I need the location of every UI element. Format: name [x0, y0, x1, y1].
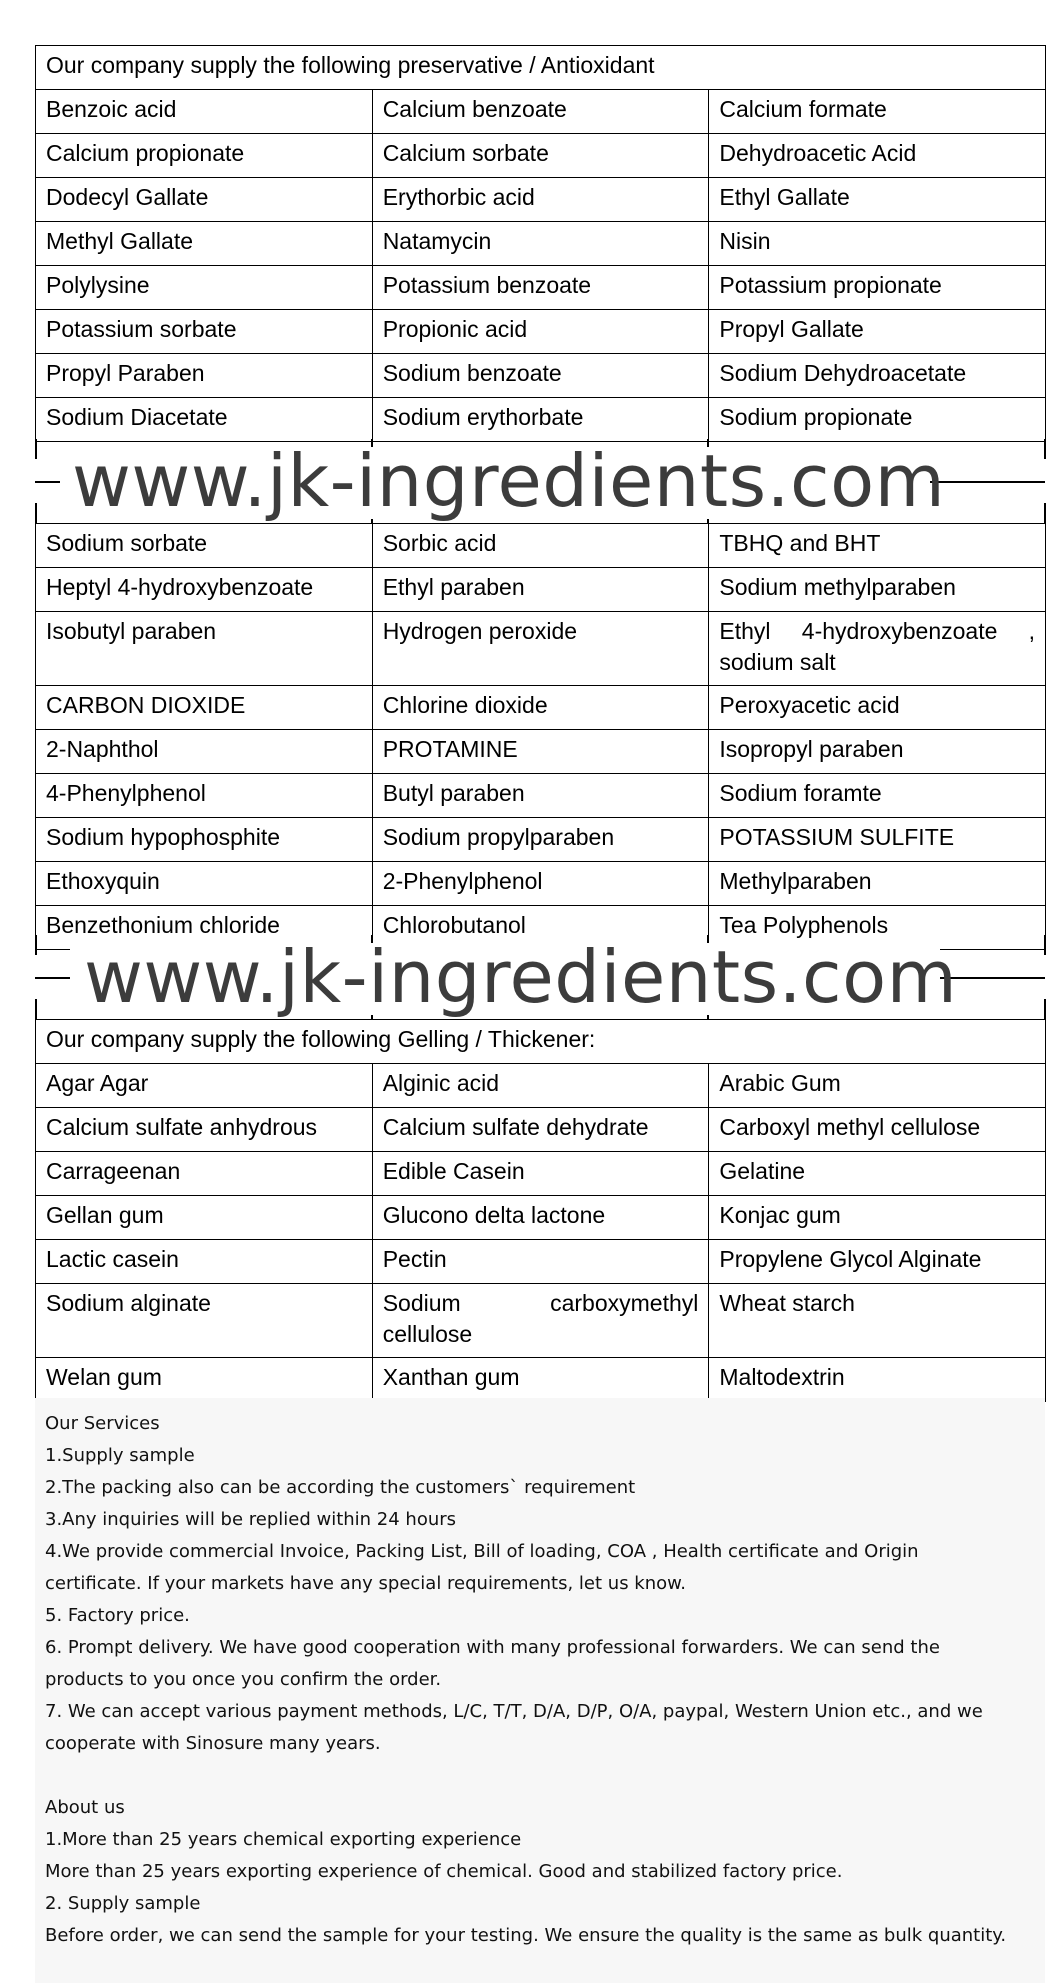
- table-row: [36, 524, 1046, 568]
- table-row: [36, 1064, 1046, 1108]
- list-item: 1.Supply sample: [45, 1445, 195, 1466]
- table-cell: Gelatine: [709, 1152, 1046, 1196]
- table-cell: Methylparaben: [709, 862, 1046, 906]
- list-item: 3.Any inquiries will be replied within 24 hours: [45, 1509, 457, 1530]
- services-title: Our Services: [45, 1413, 160, 1434]
- table-cell: Ethyl 4-hydroxybenzoate , sodium salt: [709, 612, 1046, 686]
- table-cell: Polylysine: [36, 266, 373, 310]
- list-item: 6. Prompt delivery. We have good cooperation with many professional forwarders. We can send the products to you once you confirm the order.: [45, 1637, 940, 1690]
- table-cell: Sodium methylparaben: [709, 568, 1046, 612]
- table-cell: Alginic acid: [372, 1064, 709, 1108]
- table-cell: Sodium erythorbate: [372, 398, 709, 442]
- table-cell: Sodium hypophosphite: [36, 818, 373, 862]
- table-cell: Sodium sorbate: [36, 524, 373, 568]
- table-cell: Agar Agar: [36, 1064, 373, 1108]
- list-item: 7. We can accept various payment methods, L/C, T/T, D/A, D/P, O/A, paypal, Western Union etc., and we cooperate with Sinosure many years.: [45, 1701, 983, 1754]
- table-row: [36, 1240, 1046, 1284]
- list-item: 2. Supply sample: [45, 1893, 201, 1914]
- services-section: [45, 1408, 1010, 1952]
- table-cell: Chlorine dioxide: [372, 686, 709, 730]
- table-cell: 2-Phenylphenol: [372, 862, 709, 906]
- table-cell: Dehydroacetic Acid: [709, 134, 1046, 178]
- table-cell: 2-Naphthol: [36, 730, 373, 774]
- table-row: [36, 612, 1046, 686]
- table-row: [36, 568, 1046, 612]
- table-cell: Sodium propionate: [709, 398, 1046, 442]
- table-cell: Carboxyl methyl cellulose: [709, 1108, 1046, 1152]
- table-cell: Isobutyl paraben: [36, 612, 373, 686]
- watermark-text: www.jk-ingredients.com: [72, 439, 946, 523]
- table-cell: Sodium Dehydroacetate: [709, 354, 1046, 398]
- preservative-table-b: [35, 523, 1046, 950]
- table-cell: POTASSIUM SULFITE: [709, 818, 1046, 862]
- table-cell: Isopropyl paraben: [709, 730, 1046, 774]
- table-cell: Nisin: [709, 222, 1046, 266]
- table-row: [36, 134, 1046, 178]
- preservative-table-a: [35, 45, 1046, 442]
- table-cell: Erythorbic acid: [372, 178, 709, 222]
- table-row: [36, 222, 1046, 266]
- table-cell: Calcium sulfate dehydrate: [372, 1108, 709, 1152]
- table-cell: Calcium sulfate anhydrous: [36, 1108, 373, 1152]
- table-cell: Xanthan gum: [372, 1358, 709, 1402]
- about-list: [45, 1824, 1010, 1952]
- table-cell: Wheat starch: [709, 1284, 1046, 1358]
- table-cell: Chlorobutanol: [372, 906, 709, 950]
- table-cell: Ethoxyquin: [36, 862, 373, 906]
- list-item: More than 25 years exporting experience of chemical. Good and stabilized factory price.: [45, 1861, 843, 1882]
- table-cell: Calcium benzoate: [372, 90, 709, 134]
- table-row: [36, 730, 1046, 774]
- table-cell: TBHQ and BHT: [709, 524, 1046, 568]
- table-cell: Arabic Gum: [709, 1064, 1046, 1108]
- table-cell: PROTAMINE: [372, 730, 709, 774]
- table-cell: Lactic casein: [36, 1240, 373, 1284]
- table-cell: Ethyl Gallate: [709, 178, 1046, 222]
- table-row: [36, 862, 1046, 906]
- table-row: [36, 1152, 1046, 1196]
- list-item: 1.More than 25 years chemical exporting experience: [45, 1829, 522, 1850]
- table-cell: Glucono delta lactone: [372, 1196, 709, 1240]
- table-cell: Sodium Diacetate: [36, 398, 373, 442]
- table-cell: Benzethonium chloride: [36, 906, 373, 950]
- table-cell: Peroxyacetic acid: [709, 686, 1046, 730]
- table-cell: Tea Polyphenols: [709, 906, 1046, 950]
- gelling-rows: [36, 1064, 1046, 1402]
- table-row: [36, 818, 1046, 862]
- table-cell: CARBON DIOXIDE: [36, 686, 373, 730]
- table-cell: Natamycin: [372, 222, 709, 266]
- list-item: Before order, we can send the sample for your testing. We ensure the quality is the same as bulk quantity.: [45, 1925, 1007, 1946]
- watermark-text: www.jk-ingredients.com: [84, 935, 958, 1019]
- table-cell: Ethyl paraben: [372, 568, 709, 612]
- table-cell: Sorbic acid: [372, 524, 709, 568]
- table-cell: Sodium foramte: [709, 774, 1046, 818]
- table-cell: Sodium carboxymethyl cellulose: [372, 1284, 709, 1358]
- services-list: [45, 1440, 1010, 1760]
- list-item: 5. Factory price.: [45, 1605, 190, 1626]
- table-cell: Edible Casein: [372, 1152, 709, 1196]
- table-cell: Potassium propionate: [709, 266, 1046, 310]
- table-cell: Potassium sorbate: [36, 310, 373, 354]
- table-row: [36, 1108, 1046, 1152]
- table-row: [36, 178, 1046, 222]
- table-cell: Sodium propylparaben: [372, 818, 709, 862]
- table-row: [36, 1196, 1046, 1240]
- table-cell: Welan gum: [36, 1358, 373, 1402]
- table-cell: Sodium benzoate: [372, 354, 709, 398]
- table-row: [36, 398, 1046, 442]
- table-cell: Sodium alginate: [36, 1284, 373, 1358]
- table-cell: Dodecyl Gallate: [36, 178, 373, 222]
- table-row: [36, 90, 1046, 134]
- table-row: [36, 774, 1046, 818]
- gelling-heading: Our company supply the following Gelling / Thickener:: [36, 1020, 1046, 1064]
- preservative-rows-b: [36, 524, 1046, 950]
- table-row: [36, 1284, 1046, 1358]
- table-cell: Gellan gum: [36, 1196, 373, 1240]
- table-cell: Propyl Paraben: [36, 354, 373, 398]
- list-item: 4.We provide commercial Invoice, Packing List, Bill of loading, COA , Health certificate and Origin certificate. If your markets have any special requirements, let us know.: [45, 1541, 919, 1594]
- table-cell: Propyl Gallate: [709, 310, 1046, 354]
- table-cell: Butyl paraben: [372, 774, 709, 818]
- table-row: [36, 354, 1046, 398]
- table-row: [36, 266, 1046, 310]
- table-cell: Methyl Gallate: [36, 222, 373, 266]
- table-cell: 4-Phenylphenol: [36, 774, 373, 818]
- table-cell: Propylene Glycol Alginate: [709, 1240, 1046, 1284]
- table-cell: Potassium benzoate: [372, 266, 709, 310]
- about-title: About us: [45, 1797, 125, 1818]
- table-cell: Propionic acid: [372, 310, 709, 354]
- preservative-rows-a: [36, 90, 1046, 442]
- table-cell: Maltodextrin: [709, 1358, 1046, 1402]
- table-cell: Hydrogen peroxide: [372, 612, 709, 686]
- table-row: [36, 1358, 1046, 1402]
- table-cell: Konjac gum: [709, 1196, 1046, 1240]
- gelling-table: [35, 1019, 1046, 1402]
- list-item: 2.The packing also can be according the customers` requirement: [45, 1477, 636, 1498]
- table-cell: Carrageenan: [36, 1152, 373, 1196]
- table-cell: Pectin: [372, 1240, 709, 1284]
- watermark-band-2: [0, 935, 1060, 1019]
- table-cell: Calcium sorbate: [372, 134, 709, 178]
- table-cell: Calcium formate: [709, 90, 1046, 134]
- table-cell: Calcium propionate: [36, 134, 373, 178]
- table-row: [36, 686, 1046, 730]
- table-cell: Heptyl 4-hydroxybenzoate: [36, 568, 373, 612]
- table-cell: Benzoic acid: [36, 90, 373, 134]
- watermark-band-1: [0, 439, 1060, 523]
- table-row: [36, 310, 1046, 354]
- preservative-heading: Our company supply the following preservative / Antioxidant: [36, 46, 1046, 90]
